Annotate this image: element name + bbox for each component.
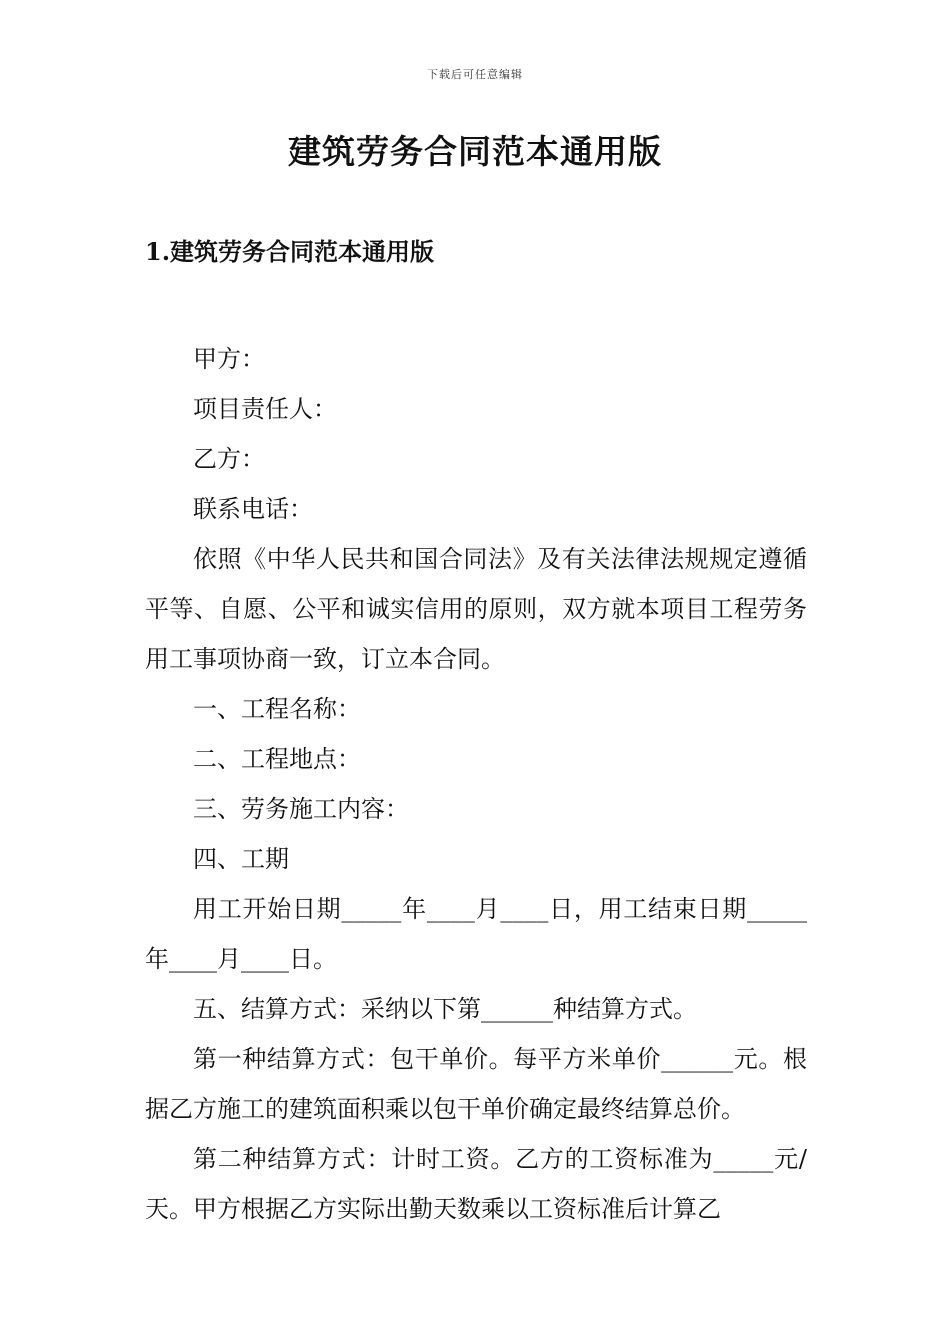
settlement-option-2: 第二种结算方式：计时工资。乙方的工资标准为_____元/天。甲方根据乙方实际出勤天数乘以工资标准后计算乙 [145, 1145, 807, 1223]
section-heading: 1.建筑劳务合同范本通用版 [145, 237, 435, 266]
field-contact-phone: 联系电话： [193, 495, 313, 523]
field-project-manager: 项目责任人： [193, 395, 337, 423]
clause-project-location: 二、工程地点： [193, 745, 361, 773]
header-note: 下载后可任意编辑 [427, 68, 523, 81]
settlement-option-1: 第一种结算方式：包干单价。每平方米单价______元。根据乙方施工的建筑面积乘以包干单价确定最终结算总价。 [145, 1045, 807, 1123]
clause-project-name: 一、工程名称： [193, 695, 361, 723]
field-party-a: 甲方： [193, 345, 265, 373]
preamble-paragraph: 依照《中华人民共和国合同法》及有关法律法规规定遵循平等、自愿、公平和诚实信用的原则，双方就本项目工程劳务用工事项协商一致，订立本合同。 [145, 545, 807, 673]
clause-settlement-method: 五、结算方式：采纳以下第______种结算方式。 [193, 995, 697, 1023]
clause-work-content: 三、劳务施工内容： [193, 795, 409, 823]
clause-duration-heading: 四、工期 [193, 845, 289, 873]
document-title: 建筑劳务合同范本通用版 [288, 132, 662, 171]
field-party-b: 乙方： [193, 445, 265, 473]
clause-duration-dates: 用工开始日期_____年____月____日，用工结束日期_____年____月____日。 [145, 895, 807, 973]
document-body [145, 334, 807, 1234]
